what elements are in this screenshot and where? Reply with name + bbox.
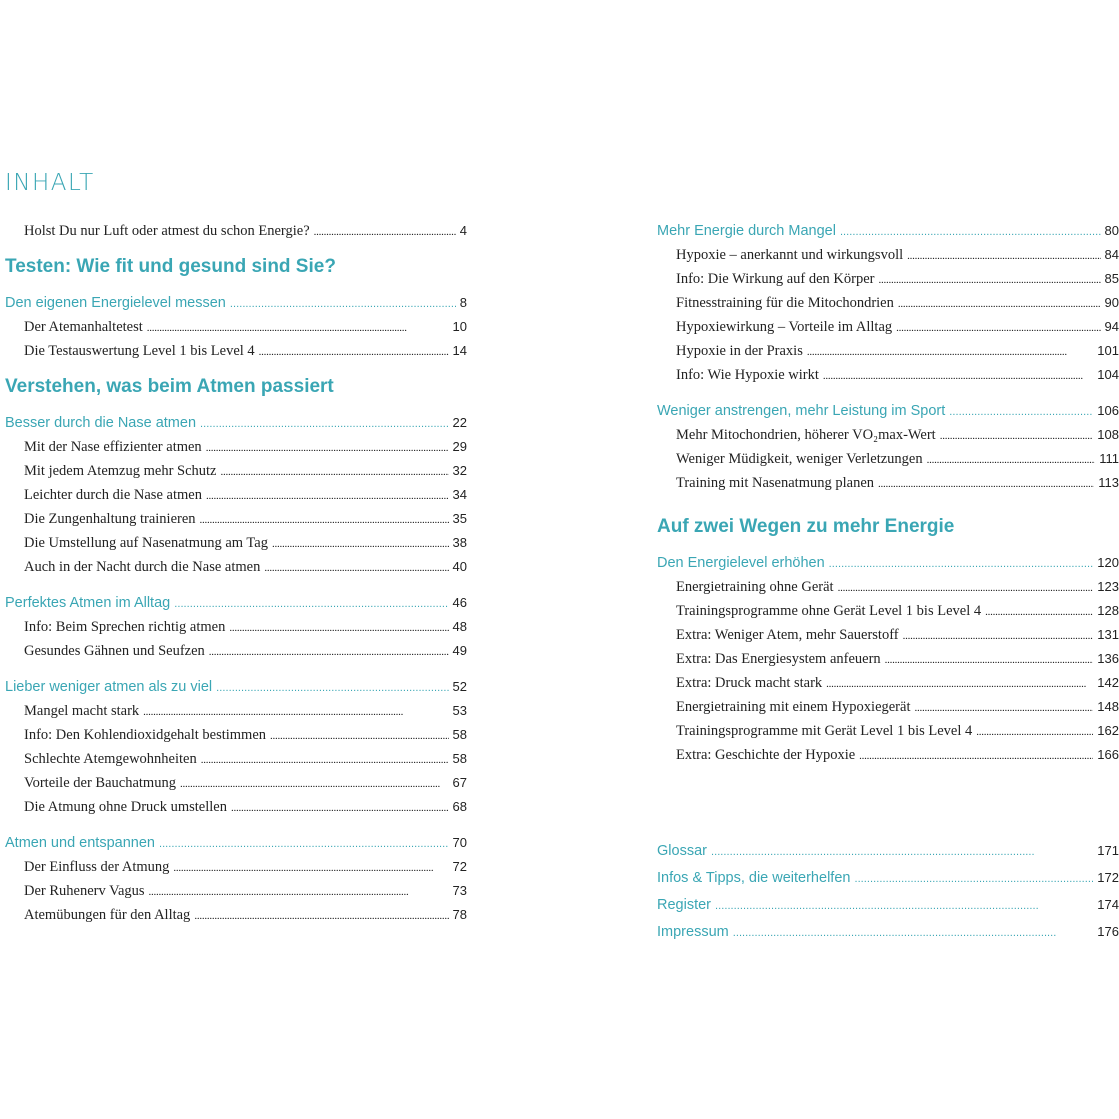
toc-entry-title: Energietraining mit einem Hypoxiegerät	[676, 699, 911, 715]
dot-leader	[903, 623, 1094, 647]
toc-chapter-title: Den eigenen Energielevel messen	[5, 295, 226, 311]
page-number: 49	[452, 643, 467, 658]
toc-entry-title: Der Einfluss der Atmung	[24, 859, 170, 875]
toc-entry[interactable]	[5, 903, 467, 927]
dot-leader	[231, 795, 449, 819]
toc-appendix-entry[interactable]	[657, 837, 1119, 864]
toc-entry-title: Mehr Mitochondrien, höherer VO₂max-Wert	[676, 427, 936, 443]
toc-entry[interactable]	[5, 855, 467, 879]
toc-chapter-title: Atmen und entspannen	[5, 835, 155, 851]
dot-leader	[878, 267, 1100, 291]
page-number: 78	[452, 907, 467, 922]
dot-leader	[823, 363, 1093, 387]
toc-entry[interactable]	[5, 435, 467, 459]
toc-entry[interactable]	[5, 507, 467, 531]
page-number: 85	[1104, 271, 1119, 286]
page-number: 68	[452, 799, 467, 814]
toc-entry[interactable]	[5, 771, 467, 795]
page-number: 14	[452, 343, 467, 358]
dot-leader	[914, 695, 1093, 719]
page-number: 123	[1097, 579, 1119, 594]
dot-leader	[826, 671, 1093, 695]
page-number: 32	[452, 463, 467, 478]
page-number: 35	[452, 511, 467, 526]
page-number: 131	[1097, 627, 1119, 642]
dot-leader	[259, 339, 449, 363]
toc-entry[interactable]	[5, 219, 467, 243]
toc-entry-title: Fitnesstraining für die Mitochondrien	[676, 295, 894, 311]
toc-entry[interactable]	[5, 723, 467, 747]
toc-entry[interactable]	[657, 719, 1119, 743]
toc-entry-title: Trainingsprogramme mit Gerät Level 1 bis Level 4	[676, 723, 973, 739]
dot-leader	[878, 471, 1094, 495]
toc-entry-title: Mit jedem Atemzug mehr Schutz	[24, 463, 217, 479]
page-number: 29	[452, 439, 467, 454]
toc-appendix-entry-title: Impressum	[657, 924, 729, 940]
dot-leader	[859, 743, 1093, 767]
toc-entry-title: Die Zungenhaltung trainieren	[24, 511, 196, 527]
toc-chapter-title: Besser durch die Nase atmen	[5, 415, 197, 431]
toc-entry-title: Info: Wie Hypoxie wirkt	[676, 367, 819, 383]
toc-appendix-entry-title: Register	[657, 897, 711, 913]
toc-entry[interactable]	[657, 575, 1119, 599]
toc-chapter[interactable]	[5, 831, 467, 855]
dot-leader	[715, 892, 1093, 916]
page-number: 84	[1104, 247, 1119, 262]
dot-leader	[270, 723, 449, 747]
page-number: 4	[459, 223, 467, 238]
dot-leader	[174, 591, 448, 615]
toc-chapter[interactable]	[5, 411, 467, 435]
dot-leader	[147, 315, 449, 339]
dot-leader	[733, 919, 1094, 943]
dot-leader	[807, 339, 1093, 363]
page-number: 8	[459, 295, 467, 310]
toc-chapter[interactable]	[5, 591, 467, 615]
page-number: 176	[1097, 924, 1119, 939]
toc-chapter-title: Perfektes Atmen im Alltag	[5, 595, 171, 611]
toc-entry[interactable]	[5, 315, 467, 339]
toc-entry-title: Der Atemanhaltetest	[24, 319, 143, 335]
page-number: 142	[1097, 675, 1119, 690]
toc-entry[interactable]	[657, 695, 1119, 719]
page-number: 48	[452, 619, 467, 634]
toc-entry[interactable]	[657, 743, 1119, 767]
toc-entry[interactable]	[5, 531, 467, 555]
page-number: 106	[1097, 403, 1119, 418]
toc-left-column	[5, 219, 467, 927]
dot-leader	[314, 219, 456, 243]
toc-entry-title: Gesundes Gähnen und Seufzen	[24, 643, 205, 659]
dot-leader	[159, 831, 449, 855]
toc-appendix-entry[interactable]	[657, 918, 1119, 945]
toc-entry-title: Der Ruhenerv Vagus	[24, 883, 145, 899]
toc-entry[interactable]	[5, 615, 467, 639]
toc-entry[interactable]	[5, 555, 467, 579]
toc-entry-title: Extra: Das Energiesystem anfeuern	[676, 651, 881, 667]
toc-entry-title: Energietraining ohne Gerät	[676, 579, 834, 595]
toc-entry[interactable]	[5, 699, 467, 723]
toc-chapter[interactable]	[657, 551, 1119, 575]
toc-entry[interactable]	[657, 291, 1119, 315]
toc-entry-title: Mangel macht stark	[24, 703, 140, 719]
dot-leader	[206, 483, 449, 507]
dot-leader	[230, 291, 456, 315]
page-number: 136	[1097, 651, 1119, 666]
toc-entry-title: Schlechte Atemgewohnheiten	[24, 751, 197, 767]
toc-appendix-entry[interactable]	[657, 864, 1119, 891]
toc-entry-title: Die Umstellung auf Nasenatmung am Tag	[24, 535, 268, 551]
toc-entry[interactable]	[657, 243, 1119, 267]
toc-entry[interactable]	[5, 639, 467, 663]
page-number: 67	[452, 775, 467, 790]
toc-entry-title: Extra: Geschichte der Hypoxie	[676, 747, 856, 763]
toc-entry-title: Vorteile der Bauchatmung	[24, 775, 176, 791]
dot-leader	[200, 411, 449, 435]
page-number: 104	[1097, 367, 1119, 382]
dot-leader	[940, 423, 1094, 447]
toc-entry-title: Mit der Nase effizienter atmen	[24, 439, 202, 455]
toc-entry[interactable]	[5, 459, 467, 483]
page-number: 166	[1097, 747, 1119, 762]
dot-leader	[272, 531, 449, 555]
dot-leader	[180, 771, 449, 795]
dot-leader	[854, 865, 1093, 889]
toc-chapter-title: Den Energielevel erhöhen	[657, 555, 825, 571]
dot-leader	[976, 719, 1093, 743]
dot-leader	[200, 507, 449, 531]
page-number: 58	[452, 751, 467, 766]
toc-entry-title: Hypoxie in der Praxis	[676, 343, 803, 359]
dot-leader	[173, 855, 448, 879]
toc-entry-title: Trainingsprogramme ohne Gerät Level 1 bis Level 4	[676, 603, 982, 619]
toc-entry-title: Info: Beim Sprechen richtig atmen	[24, 619, 226, 635]
toc-chapter[interactable]	[657, 219, 1119, 243]
toc-entry-title: Weniger Müdigkeit, weniger Verletzungen	[676, 451, 923, 467]
toc-entry[interactable]	[657, 423, 1119, 447]
page-number: 162	[1097, 723, 1119, 738]
dot-leader	[885, 647, 1094, 671]
dot-leader	[209, 639, 449, 663]
section-heading: Auf zwei Wegen zu mehr Energie	[657, 516, 955, 537]
page-number: 40	[452, 559, 467, 574]
toc-entry[interactable]	[657, 647, 1119, 671]
page-number: 101	[1097, 343, 1119, 358]
dot-leader	[206, 435, 449, 459]
page-number: 52	[452, 679, 467, 694]
toc-entry-title: Training mit Nasenatmung planen	[676, 475, 875, 491]
toc-entry[interactable]	[657, 315, 1119, 339]
page-number: 10	[452, 319, 467, 334]
toc-entry-title: Extra: Weniger Atem, mehr Sauerstoff	[676, 627, 899, 643]
toc-entry-title: Holst Du nur Luft oder atmest du schon Energie?	[24, 223, 310, 239]
page-number: 38	[452, 535, 467, 550]
dot-leader	[898, 291, 1101, 315]
toc-entry-title: Hypoxiewirkung – Vorteile im Alltag	[676, 319, 893, 335]
page-number: 171	[1097, 843, 1119, 858]
dot-leader	[927, 447, 1096, 471]
toc-entry-title: Atemübungen für den Alltag	[24, 907, 191, 923]
toc-entry[interactable]	[5, 483, 467, 507]
toc-entry[interactable]	[657, 363, 1119, 387]
toc-chapter[interactable]	[5, 291, 467, 315]
toc-entry[interactable]	[5, 879, 467, 903]
dot-leader	[840, 219, 1101, 243]
page-number: 22	[452, 415, 467, 430]
dot-leader	[221, 459, 449, 483]
page-number: 148	[1097, 699, 1119, 714]
dot-leader	[149, 879, 449, 903]
toc-entry[interactable]	[657, 447, 1119, 471]
page-number: 72	[452, 859, 467, 874]
toc-entry-title: Hypoxie – anerkannt und wirkungsvoll	[676, 247, 904, 263]
toc-entry-title: Info: Die Wirkung auf den Körper	[676, 271, 875, 287]
toc-chapter[interactable]	[657, 399, 1119, 423]
page-number: 94	[1104, 319, 1119, 334]
toc-chapter-title: Mehr Energie durch Mangel	[657, 223, 836, 239]
dot-leader	[264, 555, 448, 579]
page-number: 70	[452, 835, 467, 850]
dot-leader	[907, 243, 1100, 267]
toc-entry[interactable]	[657, 339, 1119, 363]
page-number: 53	[452, 703, 467, 718]
toc-entry-title: Extra: Druck macht stark	[676, 675, 823, 691]
toc-appendix-entry-title: Glossar	[657, 843, 707, 859]
toc-appendix-entry-title: Infos & Tipps, die weiterhelfen	[657, 870, 851, 886]
toc-entry-title: Die Testauswertung Level 1 bis Level 4	[24, 343, 255, 359]
section-heading: Testen: Wie fit und gesund sind Sie?	[5, 256, 336, 277]
toc-entry[interactable]	[657, 671, 1119, 695]
page-number: 73	[452, 883, 467, 898]
dot-leader	[143, 699, 448, 723]
dot-leader	[829, 551, 1094, 575]
page-number: 113	[1098, 475, 1119, 490]
dot-leader	[838, 575, 1094, 599]
dot-leader	[201, 747, 449, 771]
page-number: 46	[452, 595, 467, 610]
dot-leader	[711, 838, 1093, 862]
toc-entry[interactable]	[657, 471, 1119, 495]
page-number: 172	[1097, 870, 1119, 885]
toc-entry-title: Info: Den Kohlendioxidgehalt bestimmen	[24, 727, 267, 743]
page-number: 80	[1104, 223, 1119, 238]
page-number: 58	[452, 727, 467, 742]
toc-right-column	[657, 219, 1119, 945]
page-number: 90	[1104, 295, 1119, 310]
toc-entry-title: Auch in der Nacht durch die Nase atmen	[24, 559, 261, 575]
dot-leader	[229, 615, 448, 639]
dot-leader	[896, 315, 1100, 339]
toc-chapter[interactable]	[5, 675, 467, 699]
page-number: 34	[452, 487, 467, 502]
dot-leader	[985, 599, 1093, 623]
toc-entry-title: Die Atmung ohne Druck umstellen	[24, 799, 227, 815]
toc-chapter-title: Weniger anstrengen, mehr Leistung im Sport	[657, 403, 946, 419]
page-number: 174	[1097, 897, 1119, 912]
toc-entry[interactable]	[5, 339, 467, 363]
page-number: 128	[1097, 603, 1119, 618]
page-title: INHALT	[5, 170, 95, 196]
toc-entry-title: Leichter durch die Nase atmen	[24, 487, 202, 503]
dot-leader	[216, 675, 448, 699]
toc-entry[interactable]	[657, 267, 1119, 291]
dot-leader	[949, 399, 1093, 423]
toc-chapter-title: Lieber weniger atmen als zu viel	[5, 679, 213, 695]
toc-entry[interactable]	[657, 599, 1119, 623]
toc-entry[interactable]	[5, 747, 467, 771]
dot-leader	[194, 903, 448, 927]
toc-entry[interactable]	[657, 623, 1119, 647]
section-heading: Verstehen, was beim Atmen passiert	[5, 376, 334, 397]
toc-entry[interactable]	[5, 795, 467, 819]
page-number: 108	[1097, 427, 1119, 442]
toc-appendix-entry[interactable]	[657, 891, 1119, 918]
page-number: 120	[1097, 555, 1119, 570]
page-number: 111	[1099, 451, 1119, 466]
